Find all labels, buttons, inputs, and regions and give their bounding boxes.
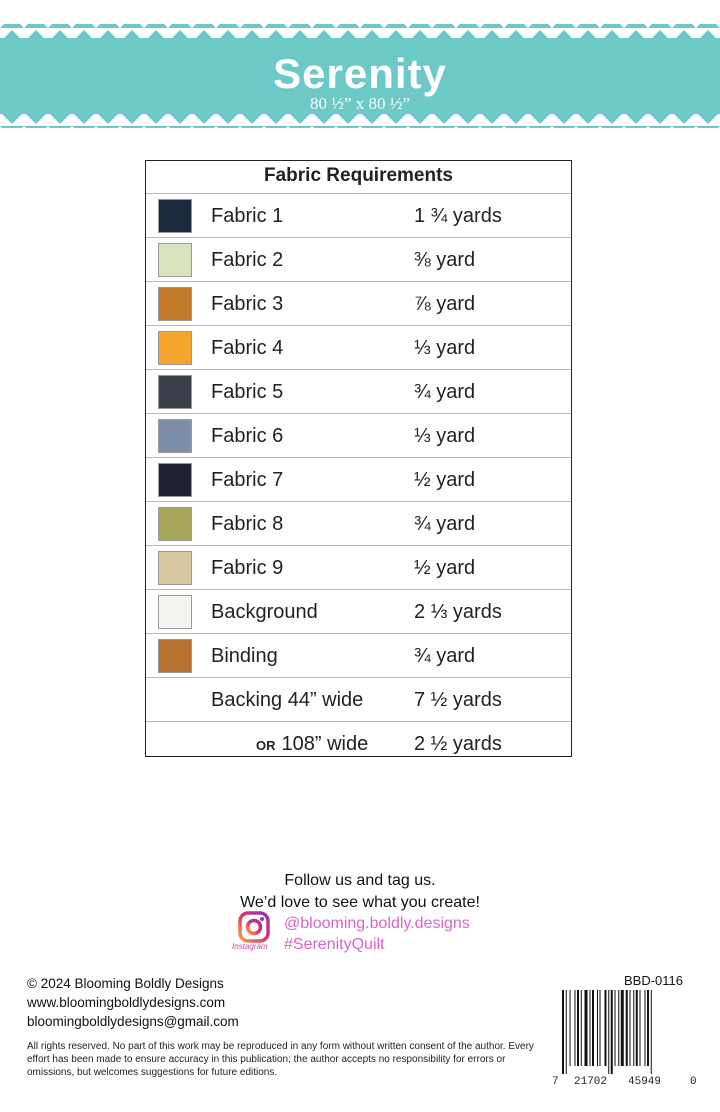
fabric-row	[146, 590, 571, 634]
barcode-bar	[611, 990, 613, 1074]
barcode-bar	[600, 990, 601, 1066]
follow-line-1: Follow us and tag us.	[284, 872, 436, 889]
backing-alt-label	[256, 733, 368, 756]
barcode-bar	[597, 990, 598, 1066]
barcode-bar	[651, 990, 652, 1074]
pattern-title: Serenity	[273, 50, 447, 97]
barcode-digits-left: 21702	[574, 1076, 608, 1088]
backing-name: Backing 44” wide	[211, 689, 364, 711]
barcode-bar	[581, 990, 582, 1066]
fabric-swatch	[158, 551, 192, 585]
barcode-bar	[605, 990, 607, 1066]
fabric-name: Fabric 2	[211, 249, 284, 271]
fabric-swatch	[158, 287, 192, 321]
fabric-swatch	[158, 331, 192, 365]
product-code: BBD-0116	[624, 973, 684, 988]
fabric-name: Fabric 7	[211, 469, 284, 491]
backing-alt-row	[146, 722, 571, 765]
barcode-bar	[630, 990, 631, 1066]
fabric-amount: ¾ yard	[414, 513, 476, 535]
barcode-digits-right: 45949	[628, 1076, 662, 1088]
backing-amount: 7 ½ yards	[414, 689, 502, 711]
fabric-name: Fabric 6	[211, 425, 284, 447]
barcode-bar	[636, 990, 638, 1066]
fabric-name: Fabric 9	[211, 557, 284, 579]
fabric-name: Background	[211, 601, 318, 623]
barcode-digit-first: 7	[552, 1076, 559, 1088]
hashtag: #SerenityQuilt	[284, 936, 385, 953]
barcode-bar	[562, 990, 564, 1074]
fabric-row	[146, 414, 571, 458]
fabric-row	[146, 238, 571, 282]
website-link[interactable]: www.bloomingboldlydesigns.com	[27, 995, 226, 1010]
fabric-amount: 1 ¾ yards	[414, 205, 502, 227]
fabric-swatch	[158, 639, 192, 673]
fabric-row	[146, 502, 571, 546]
barcode-bar	[633, 990, 634, 1066]
backing-alt-amount: 2 ½ yards	[414, 733, 502, 755]
fabric-amount: ⅓ yard	[414, 425, 476, 447]
fabric-name: Fabric 1	[211, 205, 284, 227]
fabric-swatch	[158, 419, 192, 453]
barcode-bar	[570, 990, 571, 1066]
fabric-swatch	[158, 463, 192, 497]
barcode-bar	[647, 990, 649, 1066]
fabric-row	[146, 458, 571, 502]
fabric-amount: ¾ yard	[414, 381, 476, 403]
fabric-swatch	[158, 375, 192, 409]
quilt-size: 80 ½” x 80 ½”	[309, 94, 411, 113]
fabric-swatch	[158, 507, 192, 541]
barcode-bar	[575, 990, 576, 1066]
fabric-row	[146, 370, 571, 414]
barcode	[560, 990, 690, 1074]
fabric-name: Fabric 4	[211, 337, 284, 359]
fabric-swatch	[158, 199, 192, 233]
fabric-amount: ½ yard	[414, 557, 476, 579]
fabric-amount: 2 ⅓ yards	[414, 601, 502, 623]
fabric-swatch	[158, 595, 192, 629]
instagram-label: Instagram	[232, 942, 268, 951]
table-heading: Fabric Requirements	[146, 161, 571, 194]
barcode-digit-last: 0	[690, 1076, 697, 1088]
barcode-bar	[645, 990, 646, 1066]
fabric-amount: ⅞ yard	[414, 293, 476, 315]
instagram-handle[interactable]: @blooming.boldly.designs	[284, 915, 470, 932]
backing-alt-name: 108” wide	[281, 733, 369, 755]
or-label: OR	[256, 738, 276, 753]
fabric-amount: ¾ yard	[414, 645, 476, 667]
barcode-bar	[621, 990, 624, 1066]
barcode-bar	[592, 990, 594, 1066]
barcode-bar	[566, 990, 567, 1074]
copyright: © 2024 Blooming Boldly Designs	[27, 976, 224, 991]
fabric-row	[146, 282, 571, 326]
follow-line-2: We’d love to see what you create!	[240, 894, 480, 911]
instagram-icon[interactable]	[237, 910, 271, 944]
fabric-swatch	[158, 243, 192, 277]
legal-notice: All rights reserved. No part of this work may be reproduced in any form without written consent of the author. Every effort has been made to ensure accuracy in this publication; the author accepts no responsibility for errors or omissions, but welcomes suggestions for future editions.	[27, 1041, 534, 1078]
barcode-bar	[618, 990, 619, 1066]
fabric-row	[146, 546, 571, 590]
barcode-bar	[626, 990, 628, 1066]
fabric-name: Fabric 5	[211, 381, 284, 403]
email-link[interactable]: bloomingboldlydesigns@gmail.com	[27, 1014, 239, 1029]
fabric-name: Fabric 8	[211, 513, 284, 535]
fabric-name: Binding	[211, 645, 278, 667]
fabric-name: Fabric 3	[211, 293, 284, 315]
barcode-bar	[590, 990, 591, 1066]
barcode-bar	[640, 990, 641, 1066]
barcode-bar	[577, 990, 579, 1066]
barcode-bar	[608, 990, 609, 1074]
fabric-amount: ⅓ yard	[414, 337, 476, 359]
backing-row	[146, 678, 571, 722]
fabric-amount: ⅜ yard	[414, 249, 476, 271]
fabric-amount: ½ yard	[414, 469, 476, 491]
barcode-bar	[585, 990, 588, 1066]
fabric-requirements-table	[145, 160, 572, 757]
barcode-bar	[615, 990, 616, 1066]
fabric-row	[146, 194, 571, 238]
fabric-row	[146, 326, 571, 370]
fabric-row	[146, 634, 571, 678]
